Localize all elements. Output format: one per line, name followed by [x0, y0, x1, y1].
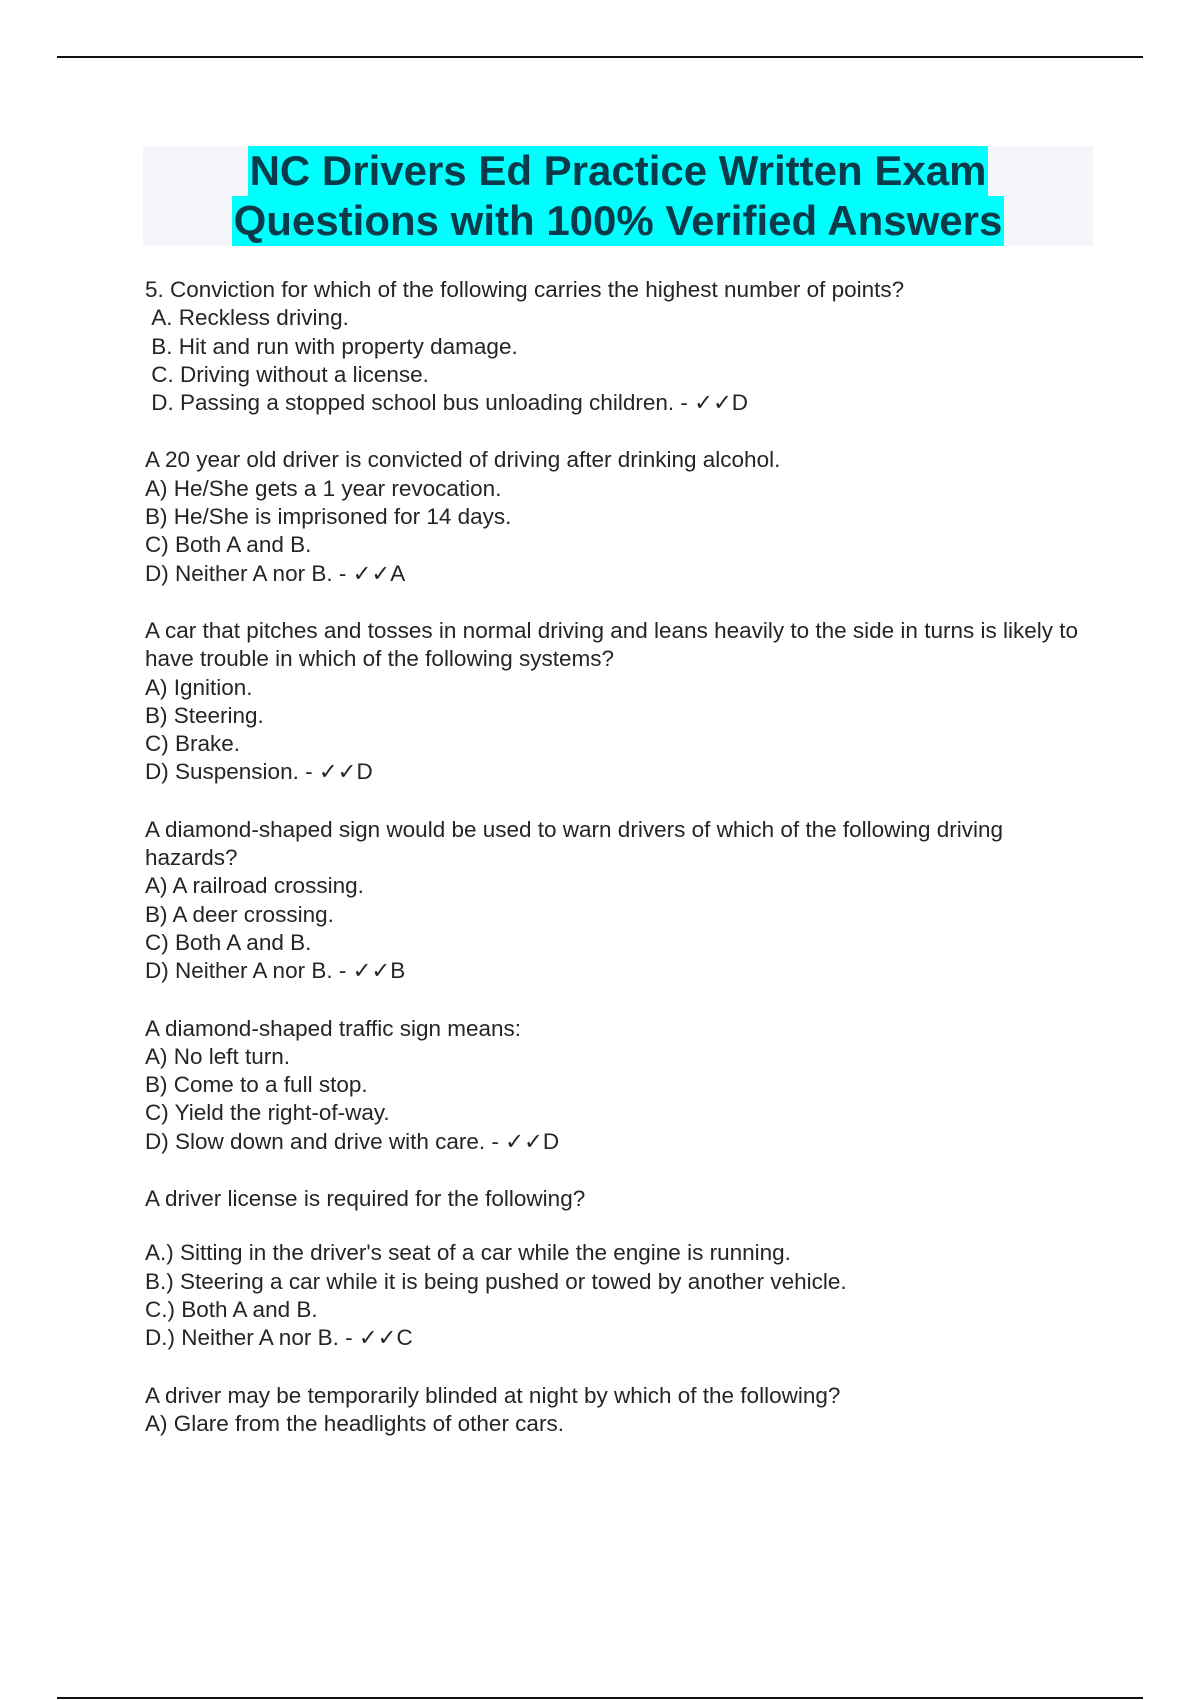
- answer-option: B) He/She is imprisoned for 14 days.: [145, 504, 512, 530]
- answer-option-correct: D) Slow down and drive with care. - ✓✓D: [145, 1128, 560, 1154]
- question-6: [145, 1185, 1085, 1352]
- answer-option: A) No left turn.: [145, 1043, 291, 1069]
- answer-option: A) A railroad crossing.: [145, 873, 364, 899]
- answer-option-correct: D) Neither A nor B. - ✓✓A: [145, 560, 406, 586]
- answer-option-correct: D) Suspension. - ✓✓D: [145, 759, 373, 785]
- answer-option: B) A deer crossing.: [145, 901, 334, 927]
- question-7: [145, 1382, 1085, 1439]
- answer-option-correct: D) Neither A nor B. - ✓✓B: [145, 958, 406, 984]
- question-text: A diamond-shaped traffic sign means:: [145, 1015, 522, 1041]
- blank-line: [145, 1213, 1085, 1239]
- title-banner: [143, 146, 1093, 246]
- question-2: [145, 446, 1085, 587]
- answer-option: C) Both A and B.: [145, 532, 312, 558]
- document-title-line-2: Questions with 100% Verified Answers: [233, 197, 1003, 244]
- question-text: A diamond-shaped sign would be used to warn drivers of which of the following driving hazards?: [145, 816, 1010, 871]
- answer-option: B) Come to a full stop.: [145, 1072, 368, 1098]
- answer-option: B. Hit and run with property damage.: [145, 333, 518, 359]
- question-text: 5. Conviction for which of the following carries the highest number of points?: [145, 277, 905, 302]
- answer-option: A. Reckless driving.: [145, 305, 349, 331]
- answer-option-correct: D.) Neither A nor B. - ✓✓C: [145, 1325, 413, 1351]
- answer-option: A) He/She gets a 1 year revocation.: [145, 475, 502, 501]
- question-5: [145, 1015, 1085, 1156]
- document-title-line-1: NC Drivers Ed Practice Written Exam: [249, 147, 987, 194]
- answer-option: C) Brake.: [145, 731, 241, 757]
- question-text: A driver license is required for the following?: [145, 1186, 586, 1212]
- question-text: A driver may be temporarily blinded at night by which of the following?: [145, 1382, 841, 1408]
- answer-option: B.) Steering a car while it is being pushed or towed by another vehicle.: [145, 1268, 847, 1294]
- question-3: [145, 617, 1085, 787]
- question-text: A car that pitches and tosses in normal driving and leans heavily to the side in turns is likely to have trouble in which of the following systems?: [145, 617, 1085, 672]
- answer-option: A) Glare from the headlights of other cars.: [145, 1410, 564, 1436]
- question-text: A 20 year old driver is convicted of driving after drinking alcohol.: [145, 447, 781, 473]
- answer-option: C) Yield the right-of-way.: [145, 1100, 390, 1126]
- bottom-rule: [57, 1697, 1143, 1699]
- question-list: [145, 276, 1085, 1467]
- answer-option: C) Both A and B.: [145, 929, 312, 955]
- question-1: [145, 276, 1085, 417]
- answer-option: C. Driving without a license.: [145, 361, 429, 387]
- top-rule: [57, 56, 1143, 58]
- answer-option: C.) Both A and B.: [145, 1296, 318, 1322]
- answer-option: A.) Sitting in the driver's seat of a car while the engine is running.: [145, 1240, 791, 1266]
- answer-option-correct: D. Passing a stopped school bus unloading children. - ✓✓D: [145, 390, 749, 416]
- answer-option: B) Steering.: [145, 702, 264, 728]
- answer-option: A) Ignition.: [145, 674, 253, 700]
- question-4: [145, 816, 1085, 986]
